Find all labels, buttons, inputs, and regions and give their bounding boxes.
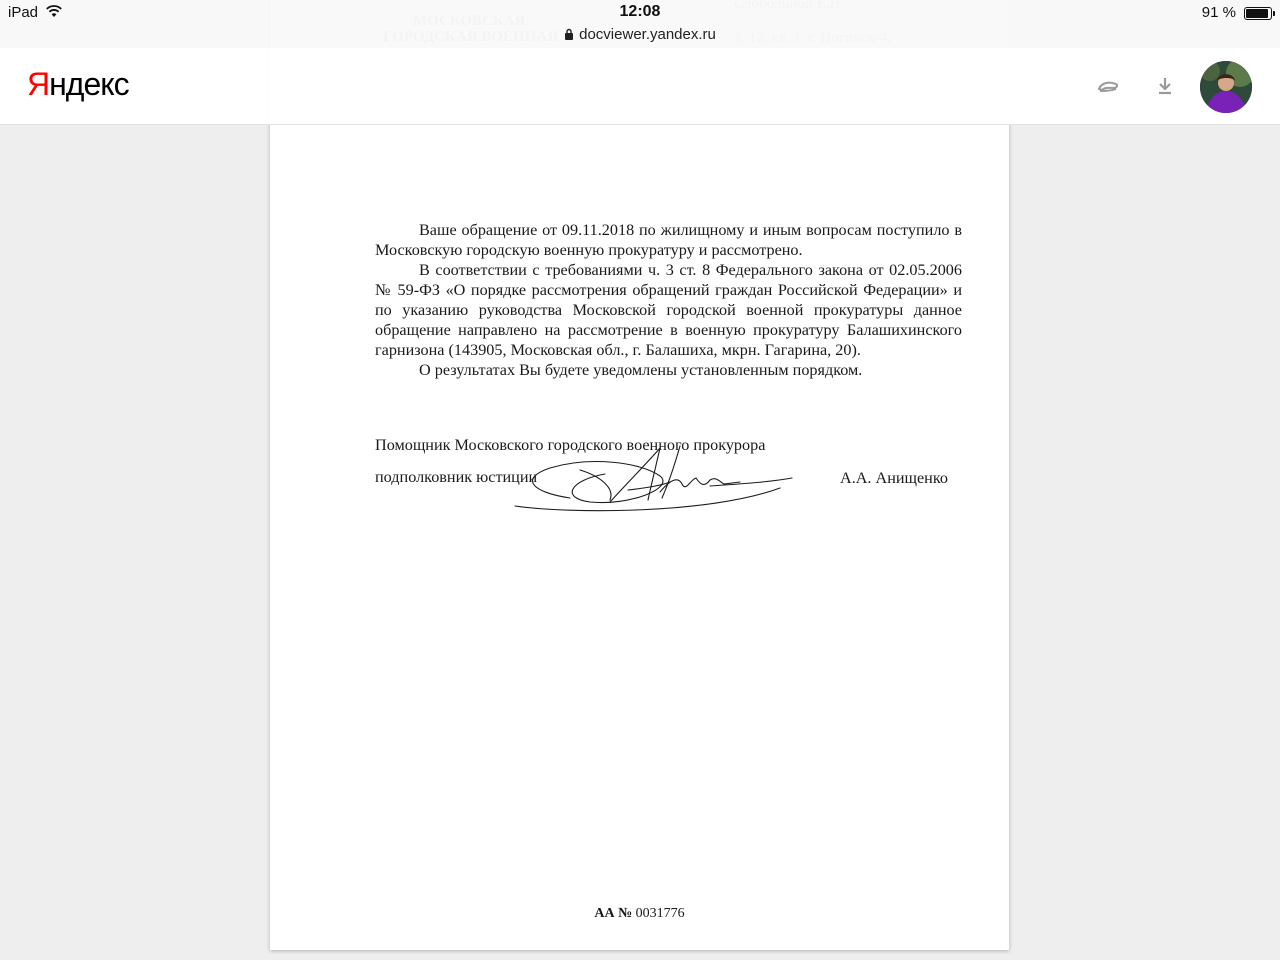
serial-prefix: АА № bbox=[594, 906, 633, 921]
app-header bbox=[0, 48, 1280, 125]
logo-first-letter: Я bbox=[27, 66, 50, 102]
yandex-logo[interactable] bbox=[27, 66, 129, 103]
logo-rest: ндекс bbox=[49, 66, 129, 102]
signature-name: А.А. Анищенко bbox=[840, 469, 948, 487]
paragraph: В соответствии с требованиями ч. 3 ст. 8 Федерального закона от 02.05.2006 № 59-ФЗ «О порядке рассмотрения обращений граждан Российской Федерации» и по указанию руководства Московской городской военной прокуратуры данное обращение направлено на рассмотрение в военную прокуратуру Балашихинского гарнизона (143905, Московская обл., г. Балашиха, мкрн. Гагарина, 20). bbox=[375, 261, 962, 359]
battery-percent: 91 % bbox=[1201, 4, 1236, 21]
handwritten-signature bbox=[510, 440, 800, 520]
save-to-disk-icon[interactable] bbox=[1096, 76, 1120, 96]
serial-number: 0031776 bbox=[635, 906, 685, 921]
download-icon[interactable] bbox=[1153, 76, 1177, 96]
signature-rank: подполковник юстиции bbox=[375, 468, 538, 486]
lock-icon bbox=[564, 28, 574, 40]
document-page bbox=[270, 0, 1009, 950]
user-avatar[interactable] bbox=[1200, 61, 1252, 113]
url-text: docviewer.yandex.ru bbox=[579, 26, 716, 43]
document-serial bbox=[270, 906, 1009, 922]
device-name: iPad bbox=[8, 4, 39, 21]
clock: 12:08 bbox=[619, 3, 661, 20]
address-bar[interactable] bbox=[0, 26, 1280, 48]
paragraph: Ваше обращение от 09.11.2018 по жилищному и иным вопросам поступило в Московскую городскую военную прокуратуру и рассмотрено. bbox=[375, 221, 962, 259]
signature-role: Помощник Московского городского военного прокурора bbox=[375, 436, 766, 454]
status-bar bbox=[0, 0, 1280, 26]
paragraph: О результатах Вы будете уведомлены установленным порядком. bbox=[419, 361, 863, 379]
battery-icon bbox=[1244, 7, 1272, 20]
letter-body bbox=[375, 220, 962, 380]
